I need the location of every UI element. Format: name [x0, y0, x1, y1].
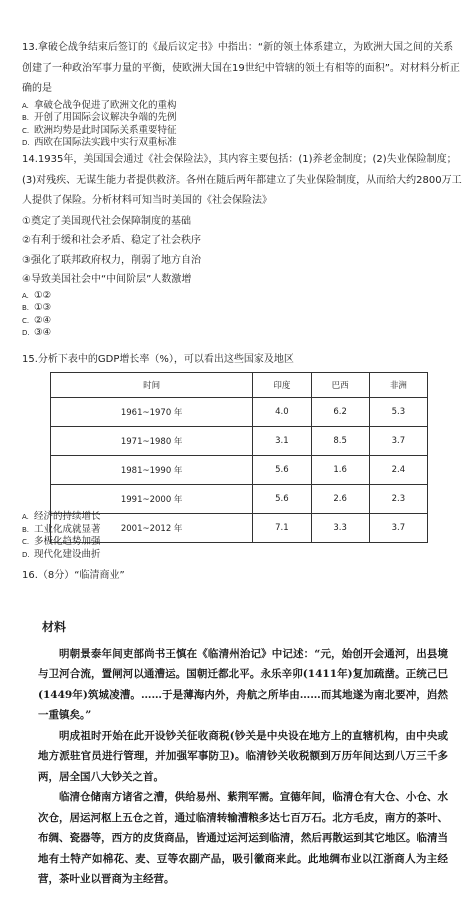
material-block: [38, 617, 448, 890]
material-title: 材料: [42, 620, 67, 634]
table-cell: 2001~2012 年: [51, 514, 253, 543]
option-c[interactable]: C. 多极化趋势加强: [22, 536, 101, 547]
option-a[interactable]: A. ①②: [22, 289, 52, 301]
table-cell: 1961~1970 年: [51, 398, 253, 427]
question-stem: 14.1935年，美国国会通过《社会保险法》，其内容主要包括：(1)养老金制度；(2)失业保险制度；(3)对残疾、无谋生能力者提供救济。各州在随后两年都建立了失业保险制度，从而给大约2800万工人提供了保险。分析材料可知当时美国的《社会保险法》: [22, 154, 462, 206]
table-cell: 2.6: [311, 485, 369, 514]
statement-4: ④导致美国社会中“中间阶层”人数激增: [22, 274, 192, 285]
option-d[interactable]: D. ③④: [22, 327, 52, 338]
table-cell: 3.3: [311, 514, 369, 543]
question-14: [22, 150, 462, 340]
option-b[interactable]: B. 工业化成就显著: [22, 523, 101, 535]
table-cell: 1971~1980 年: [51, 427, 253, 456]
question-15-options: [22, 511, 462, 561]
table-cell: 5.6: [253, 485, 311, 514]
option-d[interactable]: D. 西欧在国际法实践中实行双重标准: [22, 137, 177, 148]
column-header: 时间: [51, 373, 253, 398]
table-header-row: [51, 373, 428, 398]
table-row: [51, 485, 428, 514]
statement-3: ③强化了联邦政府权力，削弱了地方自治: [22, 254, 201, 266]
table-cell: 2.3: [369, 485, 427, 514]
table-cell: 1.6: [311, 456, 369, 485]
table-row: [51, 427, 428, 456]
option-d[interactable]: D. 现代化建设曲折: [22, 548, 101, 560]
table-cell: 2.4: [369, 456, 427, 485]
column-header: 巴西: [311, 373, 369, 398]
question-13: [22, 38, 462, 150]
material-paragraph: 明朝景泰年间吏部尚书王慎在《临清州治记》中记述：“元，始创开会通河，出县境与卫河合流，置闸河以通漕运。国朝迁都北平。永乐辛卯(1411年)复加疏凿。正统己巳(1449年)筑城凌漕。……于是薄海内外，舟航之所毕由……而其地遂为南北要冲，岿然一重镇矣。”: [38, 647, 448, 721]
material-paragraph: 明成祖时开始在此开设钞关征收商税(钞关是中央设在地方上的直辖机构，由中央或地方派驻官员进行管理，并加强军事防卫)。临清钞关收税额到万历年间达到八万三千多两，居全国八大钞关之首。: [38, 729, 448, 783]
table-cell: 3.7: [369, 427, 427, 456]
question-stem: 16.（8分）“临清商业”: [22, 570, 125, 581]
table-row: [51, 456, 428, 485]
table-cell: 3.1: [253, 427, 311, 456]
option-b[interactable]: B. ①③: [22, 302, 52, 313]
table-cell: 1981~1990 年: [51, 456, 253, 485]
statement-2: ②有利于缓和社会矛盾、稳定了社会秩序: [22, 235, 201, 246]
table-row: [51, 398, 428, 427]
question-15: [22, 350, 462, 371]
option-a[interactable]: A. 拿破仑战争促进了欧洲文化的重构: [22, 99, 177, 111]
question-stem: 13.拿破仑战争结束后签订的《最后议定书》中指出：“新的领土体系建立，为欧洲大国之间的关系创建了一种政治军事力量的平衡，使欧洲大国在19世纪中管辖的领土有相等的面积”。对材料分析正确的是: [22, 42, 460, 94]
table-cell: 4.0: [253, 398, 311, 427]
option-b[interactable]: B. 开创了用国际会议解决争端的先例: [22, 112, 177, 123]
table-cell: 7.1: [253, 514, 311, 543]
material-paragraph: 临清仓储南方诸省之漕，供给易州、紫荆军需。宣德年间，临清仓有大仓、小仓、水次仓，居运河枢上五仓之首，通过临清转输漕粮多达七百万石。北方毛皮，南方的茶叶、布绸、瓷器等，西方的皮货商品，皆通过运河运到临清，然后再散运到其它地区。临清当地有土特产如棉花、麦、豆等农副产品，吸引徽商来此。此地绸布业以江浙商人为主经营，茶叶业以晋商为主经营。: [38, 791, 448, 885]
table-cell: 6.2: [311, 398, 369, 427]
statement-1: ①奠定了美国现代社会保障制度的基础: [22, 215, 191, 227]
table-cell: 5.6: [253, 456, 311, 485]
table-cell: 5.3: [369, 398, 427, 427]
table-cell: 8.5: [311, 427, 369, 456]
option-c[interactable]: C. ②④: [22, 314, 52, 326]
column-header: 非洲: [369, 373, 427, 398]
table-cell: 3.7: [369, 514, 427, 543]
option-c[interactable]: C. 欧洲均势是此时国际关系重要特征: [22, 124, 177, 136]
question-16: [22, 566, 462, 587]
question-stem: 15.分析下表中的GDP增长率（%），可以看出这些国家及地区: [22, 354, 294, 365]
column-header: 印度: [253, 373, 311, 398]
option-a[interactable]: A. 经济的持续增长: [22, 511, 101, 522]
table-cell: 1991~2000 年: [51, 485, 253, 514]
